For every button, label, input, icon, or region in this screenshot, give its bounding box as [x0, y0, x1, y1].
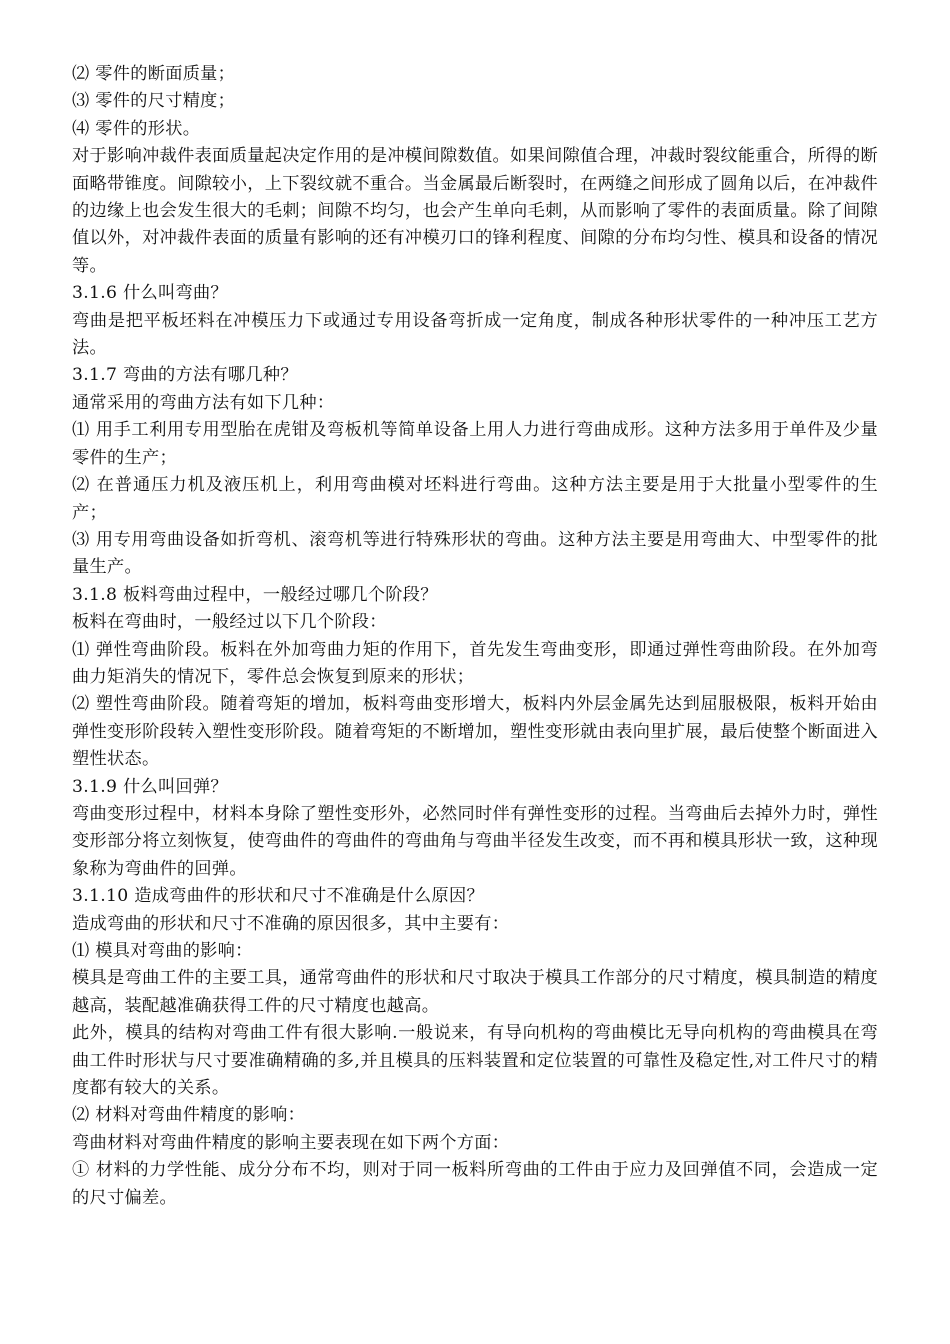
- heading-3-1-8: 3.1.8 板料弯曲过程中，一般经过哪几个阶段？: [72, 584, 438, 605]
- document-page: [72, 61, 878, 1212]
- list-item-material-properties: ① 材料的力学性能、成分分布不均，则对于同一板料所弯曲的工件由于应力及回弹值不同，会造成一定的尺寸偏差。: [72, 1160, 878, 1208]
- list-item-manual-bending: ⑴ 用手工利用专用型胎在虎钳及弯板机等简单设备上用人力进行弯曲成形。这种方法多用于单件及少量零件的生产；: [72, 420, 878, 468]
- paragraph-material-aspects-intro: 弯曲材料对弯曲件精度的影响主要表现在如下两个方面：: [72, 1132, 510, 1153]
- paragraph-bending-definition: 弯曲是把平板坯料在冲模压力下或通过专用设备弯折成一定角度，制成各种形状零件的一种冲压工艺方法。: [72, 310, 878, 359]
- list-item-section-quality: ⑵ 零件的断面质量；: [72, 64, 236, 84]
- paragraph-bending-stages-intro: 板料在弯曲时，一般经过以下几个阶段：: [72, 612, 387, 633]
- list-item-die-influence: ⑴ 模具对弯曲的影响：: [72, 941, 253, 961]
- paragraph-inaccuracy-causes-intro: 造成弯曲的形状和尺寸不准确的原因很多，其中主要有：: [72, 913, 510, 934]
- heading-3-1-10: 3.1.10 造成弯曲件的形状和尺寸不准确是什么原因？: [72, 886, 484, 907]
- list-item-press-bending: ⑵ 在普通压力机及液压机上，利用弯曲模对坯料进行弯曲。这种方法主要是用于大批量小型零件的生产；: [72, 475, 878, 523]
- list-item-elastic-stage: ⑴ 弹性弯曲阶段。板料在外加弯曲力矩的作用下，首先发生弯曲变形，即通过弹性弯曲阶段。在外加弯曲力矩消失的情况下，零件总会恢复到原来的形状；: [72, 639, 878, 687]
- paragraph-bending-methods-intro: 通常采用的弯曲方法有如下几种：: [72, 392, 335, 413]
- list-item-plastic-stage: ⑵ 塑性弯曲阶段。随着弯矩的增加，板料弯曲变形增大，板料内外层金属先达到屈服极限，板料开始由弹性变形阶段转入塑性变形阶段。随着弯矩的不断增加，塑性变形就由表向里扩展，最后使整个断面进入塑性状态。: [72, 694, 878, 770]
- list-item-part-shape: ⑷ 零件的形状。: [72, 118, 201, 139]
- list-item-material-influence: ⑵ 材料对弯曲件精度的影响：: [72, 1105, 306, 1126]
- list-item-special-equipment-bending: ⑶ 用专用弯曲设备如折弯机、滚弯机等进行特殊形状的弯曲。这种方法主要是用弯曲大、中型零件的批量生产。: [72, 529, 878, 578]
- paragraph-springback: 弯曲变形过程中，材料本身除了塑性变形外，必然同时伴有弹性变形的过程。当弯曲后去掉外力时，弹性变形部分将立刻恢复，使弯曲件的弯曲件的弯曲角与弯曲半径发生改变，而不再和模具形状一致，这种现象称为弯曲件的回弹。: [72, 803, 878, 879]
- heading-3-1-6: 3.1.6 什么叫弯曲？: [72, 283, 228, 304]
- paragraph-die-precision: 模具是弯曲工件的主要工具，通常弯曲件的形状和尺寸取决于模具工作部分的尺寸精度，模具制造的精度越高，装配越准确获得工件的尺寸精度也越高。: [72, 968, 878, 1016]
- list-item-dimension-accuracy: ⑶ 零件的尺寸精度；: [72, 91, 236, 112]
- paragraph-die-structure: 此外，模具的结构对弯曲工件有很大影响.一般说来，有导向机构的弯曲模比无导向机构的弯曲模具在弯曲工件时形状与尺寸要准确精确的多,并且模具的压料装置和定位装置的可靠性及稳定性,对工件尺寸的精度都有较大的关系。: [72, 1023, 878, 1099]
- heading-3-1-9: 3.1.9 什么叫回弹？: [72, 776, 228, 797]
- heading-3-1-7: 3.1.7 弯曲的方法有哪几种？: [72, 365, 298, 386]
- paragraph-clearance-effect: 对于影响冲裁件表面质量起决定作用的是冲模间隙数值。如果间隙值合理，冲裁时裂纹能重合，所得的断面略带锥度。间隙较小，上下裂纹就不重合。当金属最后断裂时，在两缝之间形成了圆角以后，在冲裁件的边缘上也会发生很大的毛刺；间隙不均匀，也会产生单向毛刺，从而影响了零件的表面质量。除了间隙值以外，对冲裁件表面的质量有影响的还有冲模刃口的锋利程度、间隙的分布均匀性、模具和设备的情况等。: [72, 146, 878, 276]
